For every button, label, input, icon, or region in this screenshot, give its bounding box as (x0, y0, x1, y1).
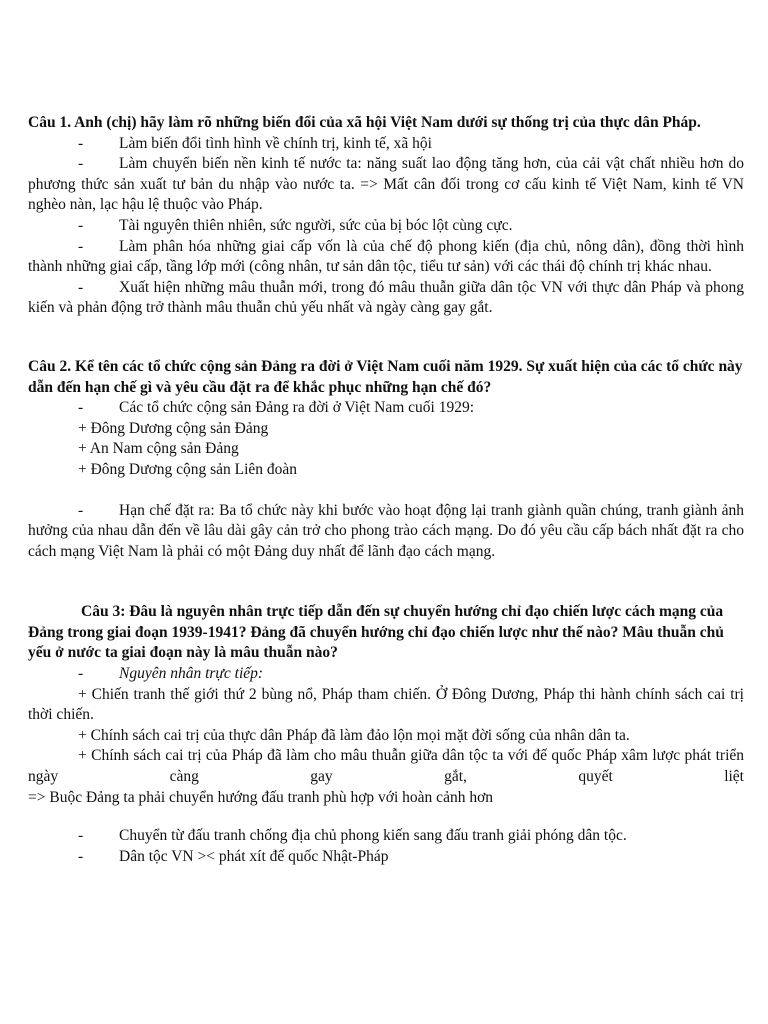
dash-marker: - (78, 134, 84, 152)
dash-marker: - (78, 216, 84, 234)
q1-point: - Xuất hiện những mâu thuẫn mới, trong đó mâu thuẫn giữa dân tộc VN với thực dân Pháp và phong kiến và phản động trở thành mâu thuẫn chủ yếu nhất và ngày càng gay gắt. (28, 278, 744, 317)
dash-marker: - (78, 665, 84, 683)
q3-strategy-shift: - Chuyển từ đấu tranh chống địa chủ phong kiến sang đấu tranh giải phóng dân tộc. (28, 826, 744, 847)
question-2-title: Câu 2. Kể tên các tổ chức cộng sản Đảng ra đời ở Việt Nam cuối năm 1929. Sự xuất hiện của các tổ chức này dẫn đến hạn chế gì và yêu cầu đặt ra để khắc phục những hạn chế đó? (28, 357, 743, 396)
q3-conclusion: => Buộc Đảng ta phải chuyển hướng đấu tranh phù hợp với hoàn cảnh hơn (28, 788, 494, 806)
q2-intro: - Các tổ chức cộng sản Đảng ra đời ở Việt Nam cuối 1929: (28, 398, 744, 419)
dash-marker: - (78, 237, 84, 255)
q2-org-item: + Đông Dương cộng sản Liên đoàn (78, 460, 298, 478)
q1-point: - Làm phân hóa những giai cấp vốn là của chế độ phong kiến (địa chủ, nông dân), đồng thời hình thành những giai cấp, tầng lớp mới (công nhân, tư sản dân tộc, tiểu tư sản) với các thái độ chính trị khác nhau. (28, 237, 744, 276)
document-content (28, 113, 744, 867)
q3-main-contradiction: - Dân tộc VN >< phát xít đế quốc Nhật-Pháp (28, 847, 744, 868)
q2-org-item: + An Nam cộng sản Đảng (78, 440, 239, 458)
q3-cause-item: + Chiến tranh thế giới thứ 2 bùng nổ, Pháp tham chiến. Ở Đông Dương, Pháp thi hành chính sách cai trị thời chiến. (28, 685, 744, 724)
dash-marker: - (78, 278, 84, 296)
dash-marker: - (78, 399, 84, 417)
q2-limitation: - Hạn chế đặt ra: Ba tổ chức này khi bước vào hoạt động lại tranh giành quần chúng, tranh giành ảnh hưởng của nhau dẫn đến về lâu dài gây cản trở cho phong trào cách mạng. Do đó yêu cầu cấp bách nhất đặt ra cho cách mạng Việt Nam là phải có một Đảng duy nhất để lãnh đạo cách mạng. (28, 501, 744, 560)
question-1-title: Câu 1. Anh (chị) hãy làm rõ những biến đổi của xã hội Việt Nam dưới sự thống trị của thực dân Pháp. (28, 114, 701, 131)
dash-marker: - (78, 155, 84, 173)
q3-cause-label: - Nguyên nhân trực tiếp: (28, 664, 744, 685)
q3-cause-item: + Chính sách cai trị của Pháp đã làm cho mâu thuẫn giữa dân tộc ta với đế quốc Pháp xâm lược phát triển ngày càng gay gắt, quyết liệt (28, 747, 744, 786)
dash-marker: - (78, 501, 84, 519)
q1-point: - Tài nguyên thiên nhiên, sức người, sức của bị bóc lột cùng cực. (28, 216, 744, 237)
q3-cause-item: + Chính sách cai trị của thực dân Pháp đã làm đảo lộn mọi mặt đời sống của nhân dân ta. (78, 726, 630, 744)
q1-point: - Làm chuyển biến nền kinh tế nước ta: năng suất lao động tăng hơn, của cải vật chất nhiều hơn do phương thức sản xuất tư bản du nhập vào nước ta. => Mất cân đối trong cơ cấu kinh tế Việt Nam, kinh tế VN nghèo nàn, lạc hậu lệ thuộc vào Pháp. (28, 155, 744, 214)
dash-marker: - (78, 847, 84, 865)
q2-org-item: + Đông Dương cộng sản Đảng (78, 419, 269, 437)
dash-marker: - (78, 827, 84, 845)
q1-point: - Làm biến đổi tình hình về chính trị, kinh tế, xã hội (28, 134, 744, 155)
question-3-title: Câu 3: Đâu là nguyên nhân trực tiếp dẫn đến sự chuyển hướng chỉ đạo chiến lược cách mạng của Đảng trong giai đoạn 1939-1941? Đảng đã chuyển hướng chỉ đạo chiến lược như thế nào? Mâu thuẫn chủ yếu ở nước ta giai đoạn này là mâu thuẫn nào? (28, 603, 724, 662)
